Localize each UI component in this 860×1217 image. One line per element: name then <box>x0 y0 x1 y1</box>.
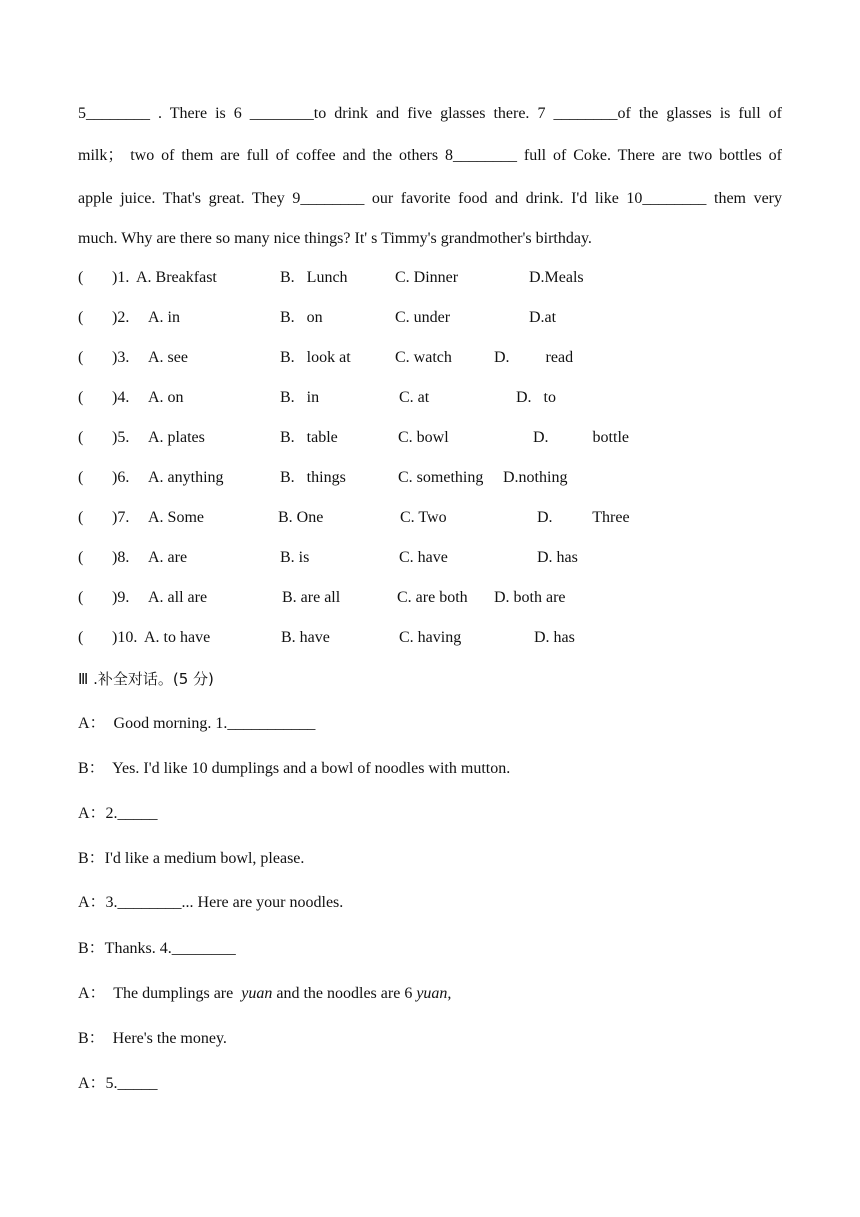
option-a: A. in <box>148 309 180 326</box>
option-a: A. are <box>148 549 188 566</box>
option-b: B. have <box>281 629 330 646</box>
dialogue-line: A：3.________... Here are your noodles. <box>78 894 344 911</box>
question-number: )7. <box>112 509 130 526</box>
answer-paren: ( <box>78 549 84 566</box>
option-b: B. table <box>280 429 338 446</box>
question-row <box>78 467 782 489</box>
option-d: D. has <box>537 549 578 566</box>
question-number: )8. <box>112 549 130 566</box>
option-a: A. on <box>148 389 184 406</box>
option-d: D.at <box>529 309 557 326</box>
dialogue-line: A：5._____ <box>78 1075 158 1092</box>
answer-paren: ( <box>78 349 84 366</box>
option-d: D. Three <box>537 509 630 526</box>
option-c: C. having <box>399 629 462 646</box>
option-c: C. have <box>399 549 448 566</box>
question-row <box>78 347 782 369</box>
option-a: A. see <box>148 349 188 366</box>
answer-paren: ( <box>78 389 84 406</box>
section-heading: Ⅲ .补全对话。(5 分) <box>78 670 214 688</box>
question-row <box>78 307 782 329</box>
question-row <box>78 587 782 609</box>
option-d: D.nothing <box>503 469 568 486</box>
option-d: D. read <box>494 349 574 366</box>
answer-paren: ( <box>78 629 84 646</box>
option-c: C. bowl <box>398 429 449 446</box>
option-b: B. on <box>280 309 323 326</box>
question-row <box>78 627 782 649</box>
question-number: )9. <box>112 589 130 606</box>
dialogue-line: A： Good morning. 1.___________ <box>78 715 316 732</box>
question-number: )3. <box>112 349 130 366</box>
option-a: A. all are <box>148 589 208 606</box>
option-d: D. bottle <box>533 429 629 446</box>
question-number: )2. <box>112 309 130 326</box>
dialogue-line <box>78 983 451 1005</box>
option-b: B. look at <box>280 349 351 366</box>
option-d: D.Meals <box>529 269 584 286</box>
question-number: )10. <box>112 629 138 646</box>
option-a: A. to have <box>144 629 211 646</box>
option-d: D. has <box>534 629 575 646</box>
option-c: C. at <box>399 389 430 406</box>
passage-line-4: much. Why are there so many nice things? It' s Timmy's grandmother's birthday. <box>78 230 592 247</box>
answer-paren: ( <box>78 309 84 326</box>
question-row <box>78 507 782 529</box>
option-a: A. plates <box>148 429 205 446</box>
option-b: B. is <box>280 549 310 566</box>
option-c: C. Two <box>400 509 447 526</box>
dialogue-line: B：I'd like a medium bowl, please. <box>78 850 305 867</box>
dialogue-line: B： Here's the money. <box>78 1030 227 1047</box>
option-b: B. One <box>278 509 324 526</box>
option-a: A. Breakfast <box>136 269 217 286</box>
dialogue-line: A：2._____ <box>78 805 158 822</box>
option-c: C. watch <box>395 349 452 366</box>
option-c: C. Dinner <box>395 269 459 286</box>
dialogue-line: B：Thanks. 4.________ <box>78 940 236 957</box>
passage-line-2: milk； two of them are full of coffee and the others 8________ full of Coke. There are two bottles of <box>78 147 782 164</box>
dialogue-text: A： The dumplings are <box>78 985 242 1002</box>
currency-word: yuan <box>241 985 273 1002</box>
option-b: B. in <box>280 389 320 406</box>
dialogue-line: B： Yes. I'd like 10 dumplings and a bowl of noodles with mutton. <box>78 760 511 777</box>
question-row <box>78 427 782 449</box>
passage-line-3: apple juice. That's great. They 9________ our favorite food and drink. I'd like 10________ them very <box>78 190 782 207</box>
question-number: )1. <box>112 269 130 286</box>
option-b: B. things <box>280 469 346 486</box>
question-row <box>78 267 782 289</box>
answer-paren: ( <box>78 429 84 446</box>
option-c: C. something <box>398 469 484 486</box>
question-number: )4. <box>112 389 130 406</box>
option-b: B. are all <box>282 589 341 606</box>
option-a: A. anything <box>148 469 224 486</box>
answer-paren: ( <box>78 469 84 486</box>
option-a: A. Some <box>148 509 204 526</box>
answer-paren: ( <box>78 269 84 286</box>
option-c: C. are both <box>397 589 468 606</box>
answer-paren: ( <box>78 509 84 526</box>
option-b: B. Lunch <box>280 269 348 286</box>
question-row <box>78 387 782 409</box>
dialogue-text: and the noodles are 6 <box>272 985 417 1002</box>
question-number: )6. <box>112 469 130 486</box>
option-c: C. under <box>395 309 451 326</box>
option-d: D. both are <box>494 589 566 606</box>
question-row <box>78 547 782 569</box>
option-d: D. to <box>516 389 556 406</box>
question-number: )5. <box>112 429 130 446</box>
currency-word: yuan, <box>416 985 452 1002</box>
passage-line-1: 5________ . There is 6 ________to drink and five glasses there. 7 ________of the glasses is full of <box>78 105 782 122</box>
answer-paren: ( <box>78 589 84 606</box>
